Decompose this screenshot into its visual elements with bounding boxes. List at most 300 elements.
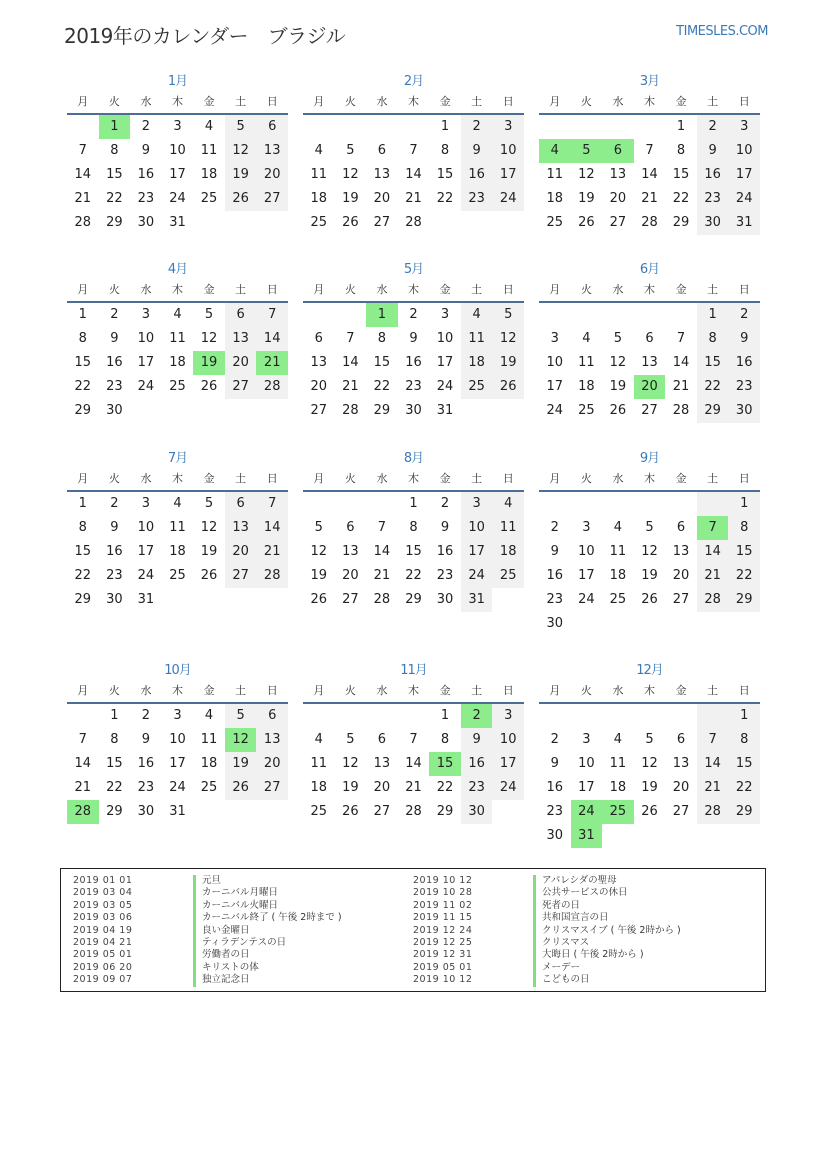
day-cell: 31 xyxy=(461,588,493,612)
day-cell: 19 xyxy=(578,191,595,206)
month-block xyxy=(539,73,760,235)
weekday-label: 月 xyxy=(77,684,89,697)
day-cell: 28 xyxy=(405,804,422,819)
day-cell: 22 xyxy=(697,375,729,399)
weekday-label: 日 xyxy=(738,684,750,697)
legend-date: 2019 11 15 xyxy=(413,912,473,924)
legend-row xyxy=(73,962,342,974)
weekday-label: 金 xyxy=(675,95,687,108)
empty-day-cell xyxy=(634,115,666,139)
day-cell: 14 xyxy=(672,355,690,370)
day-cell: 18 xyxy=(609,568,627,583)
day-cell: 2 xyxy=(110,307,119,322)
day-cell: 9 xyxy=(440,520,450,535)
weekday-label: 日 xyxy=(502,684,514,697)
day-cell: 17 xyxy=(546,379,564,394)
day-cell: 12 xyxy=(609,355,627,370)
day-cell: 29 xyxy=(405,592,422,607)
day-cell: 22 xyxy=(74,568,92,583)
day-cell: 5 xyxy=(645,732,654,747)
empty-day-cell xyxy=(697,492,729,516)
day-cell: 14 xyxy=(405,756,422,771)
day-cell: 1 xyxy=(697,303,729,327)
legend-holiday-name: 死者の日 xyxy=(533,900,580,912)
day-cell: 3 xyxy=(173,119,182,134)
day-cell: 13 xyxy=(641,355,658,370)
day-cell: 23 xyxy=(137,780,155,795)
day-cell: 23 xyxy=(106,568,123,583)
holiday-day-cell: 2 xyxy=(461,704,493,728)
day-cell: 27 xyxy=(256,776,288,800)
empty-day-cell xyxy=(539,492,571,516)
day-cell: 4 xyxy=(204,119,214,134)
day-cell: 9 xyxy=(697,139,729,163)
month-block xyxy=(539,450,760,636)
legend-row xyxy=(413,974,681,986)
day-cell: 18 xyxy=(310,780,328,795)
empty-day-cell xyxy=(335,303,367,327)
day-cell: 26 xyxy=(200,379,218,394)
empty-day-cell xyxy=(571,115,603,139)
day-cell: 31 xyxy=(728,211,760,235)
day-cell: 11 xyxy=(200,143,218,158)
day-cell: 17 xyxy=(492,752,524,776)
day-cell: 17 xyxy=(728,163,760,187)
day-cell: 28 xyxy=(405,215,422,230)
page-title: 2019年のカレンダー ブラジル xyxy=(64,24,346,48)
brand-logo[interactable]: TIMESLES.COM xyxy=(676,24,768,39)
weekday-label: 日 xyxy=(738,472,750,485)
day-cell: 20 xyxy=(225,351,257,375)
month-name: 12月 xyxy=(636,663,663,678)
day-cell: 10 xyxy=(137,331,155,346)
day-cell: 9 xyxy=(550,756,559,771)
day-cell: 28 xyxy=(697,800,729,824)
day-cell: 28 xyxy=(256,375,288,399)
day-cell: 14 xyxy=(74,756,92,771)
day-cell: 10 xyxy=(461,516,493,540)
day-cell: 30 xyxy=(546,828,564,843)
day-cell: 27 xyxy=(672,804,690,819)
day-cell: 7 xyxy=(409,732,418,747)
day-cell: 24 xyxy=(436,379,454,394)
empty-day-cell xyxy=(398,115,430,139)
day-cell: 3 xyxy=(492,704,524,728)
weekday-label: 月 xyxy=(77,283,89,296)
legend-holiday-name: 公共サービスの休日 xyxy=(533,887,628,899)
month-name: 9月 xyxy=(639,451,660,466)
day-cell: 4 xyxy=(173,496,182,511)
day-cell: 17 xyxy=(436,355,454,370)
weekday-header xyxy=(303,680,524,704)
day-cell: 27 xyxy=(373,215,391,230)
day-cell: 17 xyxy=(578,568,595,583)
weekday-label: 金 xyxy=(675,283,687,296)
empty-day-cell xyxy=(303,303,335,327)
empty-day-cell xyxy=(665,704,697,728)
day-cell: 12 xyxy=(200,331,218,346)
empty-day-cell xyxy=(335,492,367,516)
day-cell: 9 xyxy=(110,331,119,346)
day-cell: 24 xyxy=(137,568,155,583)
day-cell: 1 xyxy=(728,704,760,728)
legend-holiday-name: 労働者の日 xyxy=(193,949,250,961)
day-cell: 26 xyxy=(342,804,359,819)
day-cell: 20 xyxy=(609,191,627,206)
month-block xyxy=(303,662,524,824)
day-cell: 22 xyxy=(436,191,454,206)
day-cell: 14 xyxy=(697,752,729,776)
empty-day-cell xyxy=(697,704,729,728)
day-cell: 9 xyxy=(110,520,119,535)
legend-holiday-name: カーニバル月曜日 xyxy=(193,887,278,899)
day-cell: 29 xyxy=(672,215,690,230)
day-cell: 11 xyxy=(578,355,595,370)
day-cell: 18 xyxy=(169,355,186,370)
weekday-label: 土 xyxy=(235,95,247,108)
day-cell: 15 xyxy=(106,167,123,182)
empty-day-cell xyxy=(366,492,398,516)
weekday-label: 木 xyxy=(408,472,420,485)
day-cell: 5 xyxy=(346,732,355,747)
day-cell: 18 xyxy=(578,379,595,394)
empty-day-cell xyxy=(602,704,634,728)
day-cell: 14 xyxy=(697,540,729,564)
day-cell: 25 xyxy=(310,804,328,819)
weekday-label: 金 xyxy=(203,95,215,108)
weekday-label: 金 xyxy=(439,472,451,485)
day-cell: 25 xyxy=(461,375,493,399)
day-cell: 30 xyxy=(546,616,564,631)
day-cell: 8 xyxy=(78,520,87,535)
weekday-label: 金 xyxy=(203,283,215,296)
empty-day-cell xyxy=(303,115,335,139)
day-cell: 13 xyxy=(256,139,288,163)
month-block xyxy=(303,261,524,423)
weekday-label: 土 xyxy=(235,283,247,296)
day-cell: 2 xyxy=(141,708,151,723)
legend-row xyxy=(413,962,681,974)
day-cell: 27 xyxy=(256,187,288,211)
day-cell: 8 xyxy=(440,732,450,747)
day-cell: 31 xyxy=(436,403,454,418)
day-cell: 31 xyxy=(169,215,186,230)
day-cell: 14 xyxy=(342,355,359,370)
day-cell: 20 xyxy=(672,780,690,795)
day-cell: 27 xyxy=(342,592,359,607)
day-cell: 12 xyxy=(641,544,658,559)
day-cell: 19 xyxy=(342,780,359,795)
day-cell: 26 xyxy=(225,187,257,211)
day-cell: 12 xyxy=(310,544,328,559)
day-cell: 23 xyxy=(106,379,123,394)
day-cell: 30 xyxy=(106,592,123,607)
day-cell: 18 xyxy=(200,167,218,182)
day-cell: 9 xyxy=(409,331,418,346)
day-cell: 13 xyxy=(225,516,257,540)
day-cell: 1 xyxy=(728,492,760,516)
legend-holiday-name: 元旦 xyxy=(193,875,221,887)
day-cell: 20 xyxy=(342,568,359,583)
day-cell: 20 xyxy=(256,163,288,187)
day-cell: 8 xyxy=(697,327,729,351)
day-cell: 25 xyxy=(200,780,218,795)
day-cell: 8 xyxy=(110,143,119,158)
day-cell: 4 xyxy=(613,732,623,747)
day-cell: 20 xyxy=(256,752,288,776)
day-cell: 31 xyxy=(169,804,186,819)
day-cell: 17 xyxy=(169,167,186,182)
day-cell: 19 xyxy=(310,568,328,583)
weekday-label: 土 xyxy=(235,684,247,697)
legend-row xyxy=(413,900,681,912)
day-cell: 8 xyxy=(440,143,450,158)
day-cell: 9 xyxy=(141,143,151,158)
weekday-label: 日 xyxy=(502,472,514,485)
weekday-label: 火 xyxy=(344,684,356,697)
day-cell: 10 xyxy=(169,732,186,747)
legend-date: 2019 10 12 xyxy=(413,974,473,986)
weekday-label: 木 xyxy=(408,283,420,296)
day-cell: 19 xyxy=(609,379,627,394)
day-cell: 9 xyxy=(141,732,151,747)
day-cell: 30 xyxy=(461,800,493,824)
month-block xyxy=(67,73,288,235)
day-cell: 23 xyxy=(405,379,422,394)
day-cell: 15 xyxy=(436,167,454,182)
day-cell: 1 xyxy=(110,708,119,723)
day-cell: 1 xyxy=(78,307,87,322)
weekday-header xyxy=(539,279,760,303)
weekday-header xyxy=(303,91,524,115)
legend-date: 2019 04 19 xyxy=(73,924,133,936)
day-grid xyxy=(67,115,288,235)
day-cell: 7 xyxy=(346,331,355,346)
weekday-label: 木 xyxy=(408,95,420,108)
day-cell: 16 xyxy=(461,163,493,187)
day-cell: 7 xyxy=(78,732,87,747)
day-cell: 9 xyxy=(728,327,760,351)
day-cell: 11 xyxy=(609,756,627,771)
day-cell: 14 xyxy=(256,516,288,540)
day-cell: 13 xyxy=(256,728,288,752)
day-cell: 31 xyxy=(137,592,155,607)
day-cell: 2 xyxy=(141,119,151,134)
legend-row xyxy=(73,900,342,912)
day-cell: 4 xyxy=(314,732,323,747)
day-grid xyxy=(303,704,524,824)
weekday-label: 水 xyxy=(140,472,152,485)
day-cell: 24 xyxy=(492,187,524,211)
month-name: 11月 xyxy=(400,663,427,678)
day-cell: 2 xyxy=(409,307,418,322)
day-cell: 7 xyxy=(78,143,87,158)
weekday-label: 土 xyxy=(707,472,719,485)
day-cell: 29 xyxy=(728,800,760,824)
day-cell: 25 xyxy=(492,564,524,588)
day-cell: 9 xyxy=(461,139,493,163)
empty-day-cell xyxy=(571,492,603,516)
holiday-day-cell: 1 xyxy=(99,115,131,139)
legend-holiday-name: キリストの体 xyxy=(193,962,259,974)
day-grid xyxy=(67,492,288,612)
weekday-label: 木 xyxy=(172,283,184,296)
day-cell: 9 xyxy=(550,544,559,559)
day-cell: 29 xyxy=(106,804,123,819)
day-cell: 28 xyxy=(373,592,391,607)
legend-row xyxy=(73,912,342,924)
empty-day-cell xyxy=(303,704,335,728)
empty-day-cell xyxy=(67,115,99,139)
day-cell: 11 xyxy=(310,756,328,771)
day-cell: 30 xyxy=(405,403,422,418)
empty-day-cell xyxy=(539,303,571,327)
empty-day-cell xyxy=(539,704,571,728)
month-name: 10月 xyxy=(164,663,191,678)
empty-day-cell xyxy=(335,704,367,728)
weekday-label: 月 xyxy=(313,472,325,485)
weekday-header xyxy=(67,91,288,115)
weekday-header xyxy=(539,680,760,704)
weekday-label: 金 xyxy=(203,472,215,485)
weekday-label: 土 xyxy=(471,684,483,697)
legend-holiday-name: 共和国宣言の日 xyxy=(533,912,609,924)
weekday-label: 火 xyxy=(108,684,120,697)
day-cell: 3 xyxy=(582,732,591,747)
day-cell: 3 xyxy=(141,496,151,511)
day-cell: 15 xyxy=(373,355,391,370)
day-cell: 27 xyxy=(672,592,690,607)
weekday-label: 土 xyxy=(471,283,483,296)
weekday-label: 水 xyxy=(140,95,152,108)
day-cell: 7 xyxy=(256,492,288,516)
weekday-label: 日 xyxy=(266,472,278,485)
holiday-day-cell: 6 xyxy=(602,139,634,163)
holiday-day-cell: 31 xyxy=(571,824,603,848)
day-grid xyxy=(303,115,524,235)
empty-day-cell xyxy=(634,704,666,728)
weekday-label: 日 xyxy=(266,95,278,108)
month-block xyxy=(303,73,524,235)
day-cell: 13 xyxy=(225,327,257,351)
day-cell: 12 xyxy=(578,167,595,182)
day-cell: 26 xyxy=(225,776,257,800)
day-cell: 1 xyxy=(409,496,418,511)
day-cell: 5 xyxy=(492,303,524,327)
legend-date: 2019 03 06 xyxy=(73,912,133,924)
day-cell: 8 xyxy=(728,516,760,540)
day-cell: 13 xyxy=(373,167,391,182)
day-cell: 11 xyxy=(461,327,493,351)
legend-date: 2019 03 05 xyxy=(73,899,133,911)
day-cell: 29 xyxy=(74,403,92,418)
month-name: 7月 xyxy=(167,451,188,466)
day-cell: 12 xyxy=(492,327,524,351)
day-grid xyxy=(539,115,760,235)
day-cell: 13 xyxy=(672,756,690,771)
weekday-label: 月 xyxy=(549,283,561,296)
weekday-label: 火 xyxy=(580,684,592,697)
empty-day-cell xyxy=(366,704,398,728)
day-cell: 21 xyxy=(672,379,690,394)
day-cell: 22 xyxy=(672,191,690,206)
day-cell: 27 xyxy=(609,215,627,230)
legend-date: 2019 12 31 xyxy=(413,949,473,961)
day-cell: 21 xyxy=(74,780,92,795)
month-name: 5月 xyxy=(403,262,424,277)
day-cell: 17 xyxy=(578,780,595,795)
day-cell: 26 xyxy=(641,592,658,607)
month-block xyxy=(67,450,288,612)
day-cell: 16 xyxy=(106,355,123,370)
day-cell: 2 xyxy=(550,732,559,747)
weekday-header xyxy=(67,468,288,492)
day-cell: 3 xyxy=(582,520,591,535)
day-cell: 19 xyxy=(225,752,257,776)
day-cell: 30 xyxy=(106,403,123,418)
day-cell: 3 xyxy=(550,331,559,346)
day-cell: 22 xyxy=(106,780,123,795)
weekday-label: 火 xyxy=(580,283,592,296)
day-cell: 27 xyxy=(225,564,257,588)
day-cell: 17 xyxy=(169,756,186,771)
day-grid xyxy=(67,303,288,423)
weekday-label: 火 xyxy=(580,472,592,485)
day-cell: 28 xyxy=(641,215,658,230)
day-cell: 6 xyxy=(676,732,686,747)
weekday-label: 火 xyxy=(108,283,120,296)
day-cell: 30 xyxy=(697,211,729,235)
day-cell: 27 xyxy=(310,403,328,418)
day-cell: 10 xyxy=(546,355,564,370)
day-cell: 10 xyxy=(492,728,524,752)
day-cell: 16 xyxy=(106,544,123,559)
day-cell: 12 xyxy=(342,756,359,771)
day-cell: 17 xyxy=(461,540,493,564)
month-block xyxy=(539,662,760,848)
day-cell: 14 xyxy=(641,167,658,182)
day-grid xyxy=(539,492,760,636)
legend-holiday-name: クリスマス xyxy=(533,937,589,949)
weekday-label: 日 xyxy=(502,95,514,108)
day-cell: 24 xyxy=(492,776,524,800)
day-cell: 26 xyxy=(609,403,627,418)
legend-holiday-name: 独立記念日 xyxy=(193,974,250,986)
day-cell: 8 xyxy=(78,331,87,346)
legend-date: 2019 12 25 xyxy=(413,936,473,948)
day-cell: 16 xyxy=(546,568,564,583)
weekday-header xyxy=(67,680,288,704)
day-cell: 26 xyxy=(492,375,524,399)
weekday-label: 火 xyxy=(580,95,592,108)
empty-day-cell xyxy=(602,303,634,327)
day-cell: 5 xyxy=(225,115,257,139)
holiday-day-cell: 19 xyxy=(193,351,225,375)
legend-row xyxy=(413,925,681,937)
legend-date: 2019 10 12 xyxy=(413,875,473,886)
day-cell: 16 xyxy=(461,752,493,776)
legend-row xyxy=(413,937,681,949)
day-cell: 13 xyxy=(672,544,690,559)
day-cell: 21 xyxy=(697,776,729,800)
legend-row xyxy=(413,949,681,961)
day-cell: 19 xyxy=(225,163,257,187)
weekday-label: 月 xyxy=(313,95,325,108)
day-cell: 24 xyxy=(578,592,595,607)
day-cell: 14 xyxy=(373,544,391,559)
weekday-label: 月 xyxy=(313,283,325,296)
weekday-label: 土 xyxy=(707,684,719,697)
